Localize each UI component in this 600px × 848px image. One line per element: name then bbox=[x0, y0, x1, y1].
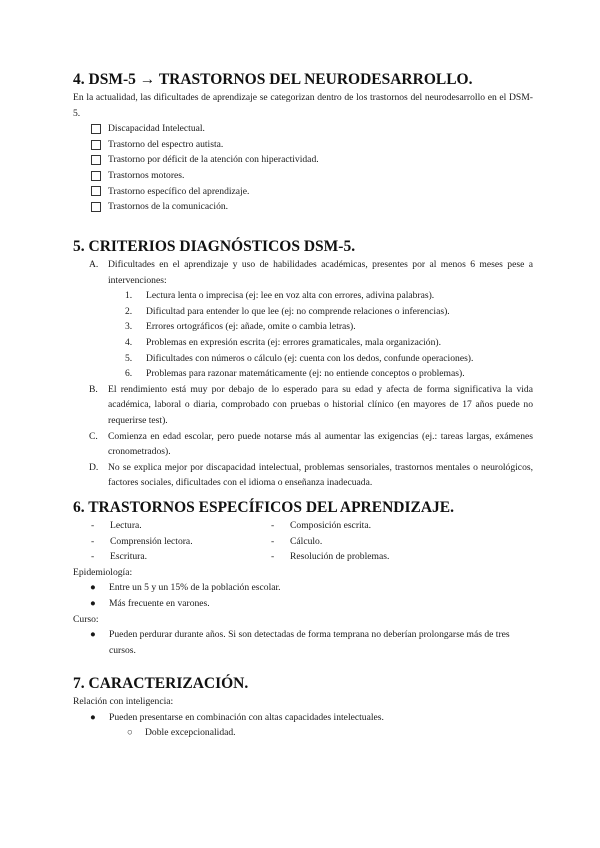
checklist-item-label: Trastorno por déficit de la atención con hiperactividad. bbox=[108, 154, 319, 166]
subitem-text: Dificultad para entender lo que lee (ej: no comprende relaciones o inferencias). bbox=[146, 305, 450, 317]
bullet-text: Doble excepcionalidad. bbox=[145, 727, 236, 739]
epidemiology-label: Epidemiología: bbox=[73, 566, 133, 578]
checklist-item-label: Discapacidad Intelectual. bbox=[108, 123, 205, 135]
epidemiology-item bbox=[73, 580, 533, 596]
criterion-c bbox=[73, 429, 533, 460]
bullet-icon: ● bbox=[90, 711, 96, 723]
subitem-number: 3. bbox=[125, 321, 133, 333]
dash-marker: - bbox=[91, 520, 95, 531]
intelligence-relation-label: Relación con inteligencia: bbox=[73, 696, 174, 707]
dash-marker: - bbox=[271, 520, 275, 531]
section-7-title: 7. CARACTERIZACIÓN. bbox=[73, 675, 249, 692]
list-item-label: Escritura. bbox=[110, 551, 148, 563]
bullet-text: Más frecuente en varones. bbox=[109, 597, 210, 609]
list-item-label: Resolución de problemas. bbox=[290, 551, 390, 563]
criterion-a-text: Dificultades en el aprendizaje y uso de habilidades académicas, presentes por al menos 6 meses pese a intervenciones: bbox=[108, 259, 533, 286]
criterion-a-subitem bbox=[73, 319, 533, 335]
course-item bbox=[73, 627, 533, 658]
section-4-title: 4. DSM-5 → TRASTORNOS DEL NEURODESARROLLO. bbox=[73, 71, 473, 88]
checklist-item-label: Trastorno del espectro autista. bbox=[108, 138, 224, 150]
checklist-item bbox=[73, 121, 533, 137]
checklist-item-label: Trastornos motores. bbox=[108, 169, 185, 181]
subitem-number: 2. bbox=[125, 305, 133, 317]
course-label: Curso: bbox=[73, 613, 99, 625]
subitem-number: 1. bbox=[125, 290, 133, 302]
criterion-c-label: C. bbox=[89, 430, 98, 442]
criterion-d-label: D. bbox=[89, 461, 99, 473]
disorder-types-col-1 bbox=[73, 518, 253, 565]
list-item bbox=[73, 549, 253, 565]
criterion-b-text: El rendimiento está muy por debajo de lo esperado para su edad y afecta de forma significativa la vida académica, laboral o diaria, comprobado con pruebas o historial clínico (en mayores de 17 años puede no requerirse test). bbox=[108, 383, 533, 426]
criterion-a-subitem bbox=[73, 288, 533, 304]
criterion-a-subitem bbox=[73, 366, 533, 382]
checkbox-icon bbox=[91, 202, 101, 212]
intelligence-item bbox=[73, 710, 533, 726]
checkbox-icon bbox=[91, 140, 101, 150]
subitem-number: 5. bbox=[125, 352, 133, 364]
checklist-item-label: Trastorno específico del aprendizaje. bbox=[108, 185, 250, 197]
list-item bbox=[253, 518, 433, 534]
epidemiology-item bbox=[73, 596, 533, 612]
disorder-checklist bbox=[73, 121, 533, 215]
checkbox-icon bbox=[91, 186, 101, 196]
criterion-a-subitem bbox=[73, 335, 533, 351]
list-item bbox=[253, 549, 433, 565]
subitem-text: Problemas para razonar matemáticamente (ej: no entiende conceptos o problemas). bbox=[146, 368, 465, 380]
checkbox-icon bbox=[91, 155, 101, 165]
section-6 bbox=[73, 498, 533, 658]
list-item-label: Lectura. bbox=[110, 520, 142, 531]
dash-marker: - bbox=[271, 535, 275, 547]
subitem-text: Problemas en expresión escrita (ej: errores gramaticales, mala organización). bbox=[146, 336, 441, 348]
criterion-b-label: B. bbox=[89, 383, 98, 395]
list-item-label: Comprensión lectora. bbox=[110, 535, 193, 547]
bullet-icon: ● bbox=[90, 597, 96, 609]
criterion-a-subitem bbox=[73, 351, 533, 367]
bullet-text: Pueden perdurar durante años. Si son detectadas de forma temprana no deberían prolongarse más de tres cursos. bbox=[109, 629, 510, 656]
bullet-text: Pueden presentarse en combinación con altas capacidades intelectuales. bbox=[109, 711, 384, 723]
subitem-text: Dificultades con números o cálculo (ej: cuenta con los dedos, confunde operaciones). bbox=[146, 352, 474, 364]
dash-marker: - bbox=[91, 551, 95, 563]
criterion-d bbox=[73, 460, 533, 491]
list-item bbox=[253, 534, 433, 550]
checklist-item bbox=[73, 137, 533, 153]
section-7 bbox=[73, 674, 533, 741]
subitem-text: Errores ortográficos (ej: añade, omite o cambia letras). bbox=[146, 321, 356, 333]
checklist-item bbox=[73, 199, 533, 215]
checklist-item bbox=[73, 168, 533, 184]
list-item-label: Cálculo. bbox=[290, 535, 323, 547]
list-item bbox=[73, 518, 253, 534]
dash-marker: - bbox=[271, 551, 275, 563]
criterion-a bbox=[73, 257, 533, 288]
checkbox-icon bbox=[91, 171, 101, 181]
list-item-label: Composición escrita. bbox=[290, 520, 371, 531]
criterion-a-label: A. bbox=[89, 259, 99, 270]
criterion-d-text: No se explica mejor por discapacidad intelectual, problemas sensoriales, trastornos mentales o neurológicos, factores sociales, dificultades con el idioma o enseñanza inadecuada. bbox=[108, 461, 533, 489]
dash-marker: - bbox=[91, 535, 95, 547]
section-4 bbox=[73, 70, 533, 215]
checklist-item-label: Trastornos de la comunicación. bbox=[108, 201, 229, 213]
subitem-text: Lectura lenta o imprecisa (ej: lee en voz alta con errores, adivina palabras). bbox=[146, 290, 435, 302]
checklist-item bbox=[73, 184, 533, 200]
criterion-b bbox=[73, 382, 533, 429]
checkbox-icon bbox=[91, 124, 101, 134]
intelligence-subitem bbox=[73, 725, 533, 741]
criterion-c-text: Comienza en edad escolar, pero puede notarse más al aumentar las exigencias (ej.: tareas largas, exámenes cronometrados). bbox=[108, 430, 533, 458]
bullet-icon: ● bbox=[90, 629, 96, 641]
section-5 bbox=[73, 237, 533, 491]
section-4-intro: En la actualidad, las dificultades de aprendizaje se categorizan dentro de los trastornos del neurodesarrollo en el DSM-5. bbox=[73, 92, 533, 119]
list-item bbox=[73, 534, 253, 550]
criterion-a-subitem bbox=[73, 304, 533, 320]
checklist-item bbox=[73, 152, 533, 168]
disorder-types bbox=[73, 518, 533, 565]
bullet-icon: ● bbox=[90, 582, 96, 594]
bullet-text: Entre un 5 y un 15% de la población escolar. bbox=[109, 582, 281, 594]
subitem-number: 4. bbox=[125, 336, 133, 348]
hollow-bullet-icon: ○ bbox=[127, 727, 133, 739]
section-6-title: 6. TRASTORNOS ESPECÍFICOS DEL APRENDIZAJE. bbox=[73, 499, 454, 516]
subitem-number: 6. bbox=[125, 368, 133, 380]
section-5-title: 5. CRITERIOS DIAGNÓSTICOS DSM-5. bbox=[73, 238, 356, 255]
disorder-types-col-2 bbox=[253, 518, 433, 565]
